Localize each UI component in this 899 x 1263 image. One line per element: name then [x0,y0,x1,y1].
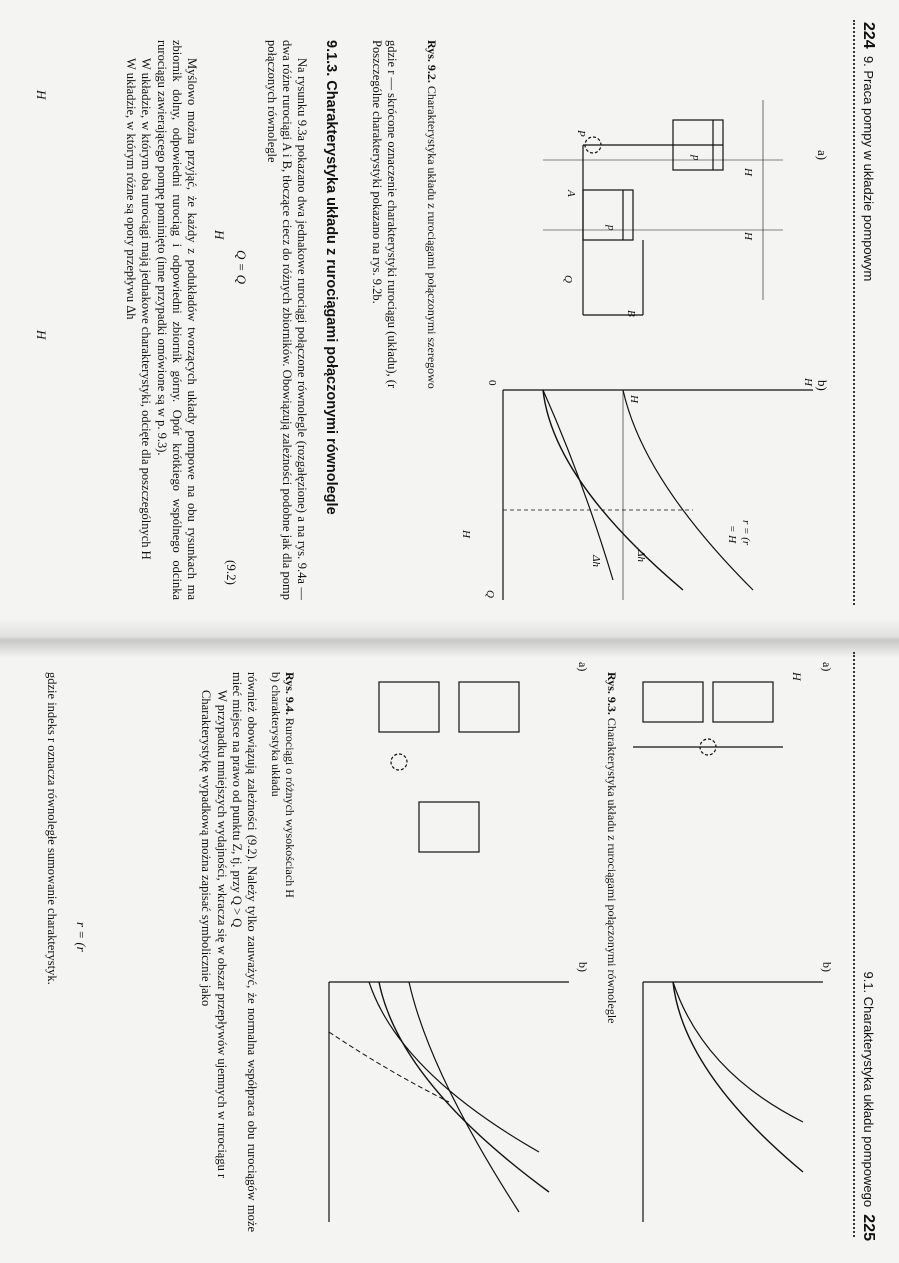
fig92-label-a: a) [815,150,830,161]
fig93-label-a: a) [820,662,834,672]
left-para3-text: Myślowo można przyjąć, że każdy z podukładów tworzących układy pompowe na obu rysunkach ma zbiornik dolny, odpowiedni rurociąg i odpowiedni zbiornik górny. Opór krótkiego wspólnego odcinka rurociągu zawierającego pompę pominięto (inne przypadki omówione są w p. 9.3). [154,40,199,600]
right-paragraph-2 [44,672,59,1232]
fig92-axis-H: H [802,378,814,386]
fig92-Hst: H [628,395,640,403]
left-chapter-title: 9. Praca pompy w układzie pompowym [861,55,876,282]
left-running-head [859,22,877,281]
fig92-label-b: b) [815,380,830,391]
fig92-pB: p [605,225,617,231]
figure-9-3 [623,652,843,1242]
fig93-caption-title: Rys. 9.3. [605,672,619,715]
fig92-pump: P [575,130,587,137]
figure-9-2 [443,60,843,620]
right-running-head [859,971,877,1241]
left-page [0,0,899,631]
left-para1-text: gdzie r — skrócone oznaczenie charakterystyki rurociągu (układu), (r [385,40,399,389]
fig93-caption [605,672,619,1232]
fig92-caption [425,40,439,600]
eq92-number: (9.2) [224,560,239,585]
fig92-caption-title: Rys. 9.2. [425,40,439,83]
left-paragraph-1 [369,40,399,600]
fig92-Quk: Q [562,275,574,283]
right-page-number: 225 [860,1214,877,1241]
left-para4-text: W układzie, w którym oba rurociągi mają jednakowe charakterystyki, odcięte dla poszczególnych H [139,58,154,560]
fig93-caption-text: Charakterystyka układu z rurociągami połączonymi równolegle [605,717,619,1024]
fig94-label-a: a) [576,662,590,672]
fig94-caption-text2: b) charakterystyka układu [269,672,283,797]
left-para5-text: W układzie, w którym różne są opory przepływu Δh [124,58,139,320]
eq92-line1: Q = Q [234,250,249,285]
right-chapter-title: 9.1. Charakterystyka układu pompowego [861,971,876,1208]
fig94-caption [269,672,297,1232]
fig92-formula-r: r = (r [740,520,752,546]
eq92-line2: H [212,230,227,240]
left-para2-text: Na rysunku 9.3a pokazano dwa jednakowe rurociągi połączone równolegle (rozgałęzione) a na rys. 9.4a — dwa różne rurociągi A i B, tłoczące ciecz do różnych zbiorników. Obowiązują zależności podobne jak dla pomp połączonych równolegle [264,40,309,600]
right-para6-text: również obowiązują zależności (9.2). Należy tylko zauważyć, że normalna współpraca obu rurociągów może mieć miejsce na prawo od punktu Z, tj. przy Q > Q [229,672,259,1232]
fig93-relation: H [790,672,804,681]
figure-9-4 [299,652,599,1242]
right-para7-text: W przypadku mniejszych wydajności, wkracza się w obszar przepływów ujemnych w rurociągu r [214,690,229,1179]
fig92-dhA: Δh [635,550,647,562]
left-page-number: 224 [860,22,877,49]
fig92-origin: 0 [486,380,498,386]
fig92-A: A [565,190,577,197]
fig92-axis-Q: Q [484,590,496,598]
right-page [0,632,899,1263]
section-heading-9-1-3: 9.1.3. Charakterystyka układu z rurociągami połączonymi równolegle [323,40,339,515]
fig92-B: B [625,310,637,317]
left-para1b-text: Poszczególne charakterystyki pokazano na rys. 9.2b. [369,40,384,304]
right-para9-text: gdzie indeks r oznacza równoległe sumowanie charakterystyk. [45,672,59,985]
fig92-HzB: H [742,232,754,240]
eq-HstB: H [34,330,49,340]
fig92-dhB: Δh [590,555,602,567]
fig92-formula-rest: = H [726,525,738,544]
fig92-HzA: H [742,168,754,176]
eq-r: r = (r [74,922,89,952]
right-paragraph-1 [198,672,259,1232]
left-paragraph-3 [123,40,199,600]
fig92-caption-text: Charakterystyka układu z rurociągami połączonymi szeregowo [425,85,439,389]
fig94-caption-title: Rys. 9.4. [283,672,297,715]
eq-HstA: H [34,90,49,100]
fig92-Huk-eq: H [460,530,472,538]
left-header-rule [853,20,855,605]
fig92-pA: p [690,155,702,161]
right-header-rule [853,652,855,1237]
fig94-caption-text: Rurociągi o różnych wysokościach H [283,717,297,898]
fig94-label-b: b) [576,962,590,972]
left-paragraph-2 [263,40,309,600]
right-para8-text: Charakterystykę wypadkową można zapisać symbolicznie jako [199,690,214,1007]
fig93-label-b: b) [820,962,834,972]
